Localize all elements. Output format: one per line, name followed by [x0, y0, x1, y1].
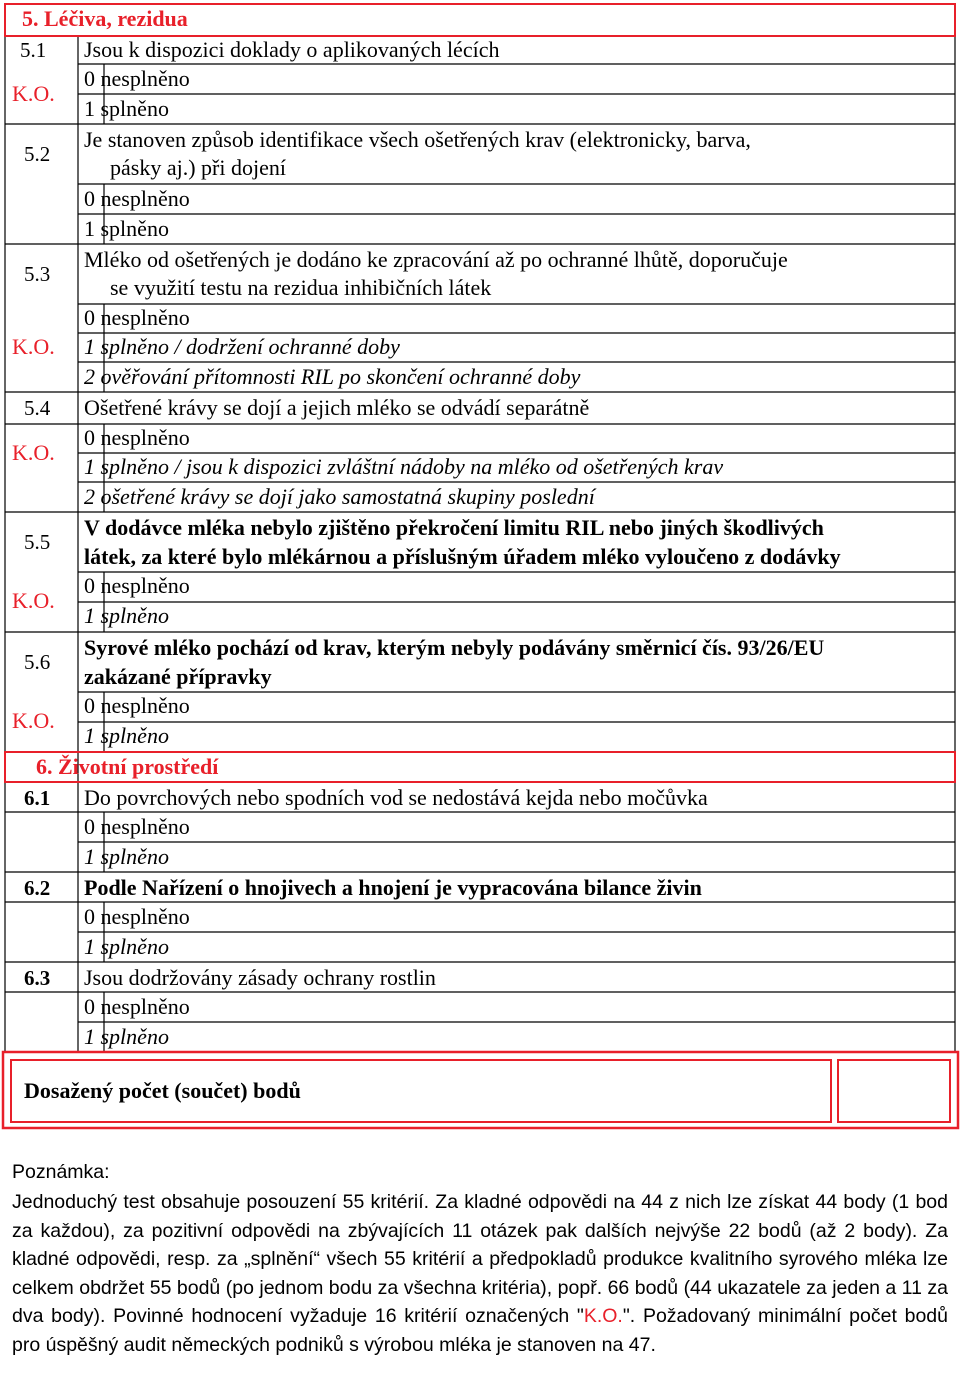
item-number: 5.2: [24, 142, 51, 166]
option-0: 0 nesplněno: [84, 814, 190, 839]
option-1: 1 splněno: [84, 216, 169, 241]
section-title-5: 5. Léčiva, rezidua: [22, 6, 188, 31]
note-paragraph: [12, 1188, 948, 1359]
item-text: V dodávce mléka nebylo zjištěno překročení limitu RIL nebo jiných škodlivých: [84, 515, 824, 540]
ko-label: K.O.: [12, 588, 55, 613]
item-text: Mléko od ošetřených je dodáno ke zpracování až po ochranné lhůtě, doporučuje: [84, 247, 788, 272]
item-number: 6.3: [24, 966, 51, 990]
item-text: zakázané přípravky: [84, 664, 272, 689]
item-number: 5.6: [24, 650, 51, 674]
item-text: Jsou dodržovány zásady ochrany rostlin: [84, 965, 436, 990]
item-text: se využití testu na rezidua inhibičních látek: [110, 275, 492, 300]
total-label: Dosažený počet (součet) bodů: [24, 1078, 301, 1103]
section-title-6: 6. Životní prostředí: [36, 754, 219, 779]
ko-label: K.O.: [12, 440, 55, 465]
item-text: látek, za které bylo mlékárnou a příslušným úřadem mléko vyloučeno z dodávky: [84, 544, 841, 569]
option-2: 2 ověřování přítomnosti RIL po skončení ochranné doby: [84, 364, 581, 389]
note-text-1: Jednoduchý test obsahuje posouzení 55 kritérií. Za kladné odpovědi na 44 z nich lze získat 44 body (1 bod za každou), za pozitivní odpovědi na zbývajících 11 otázek pak dalších nejvýše 22 bodů (až 2 body). Za kladné odpovědi, resp. za „splnění“ všech 55 kritérií a předpokladů produkce kvalitního syrového mléka lze celkem obdržet 55 bodů (po jednom bodu za všechna kritéria), popř. 66 bodů (44 ukazatele za jeden a 11 za dva body). Povinné hodnocení vyžaduje 16 kritérií označených ": [12, 1191, 948, 1327]
option-0: 0 nesplněno: [84, 693, 190, 718]
note-text-2: ". Požadovaný minimální počet bodů pro úspěšný audit německých podniků s výrobou mléka je stanoven na 47.: [12, 1305, 949, 1356]
ko-label: K.O.: [12, 334, 55, 359]
option-0: 0 nesplněno: [84, 305, 190, 330]
option-0: 0 nesplněno: [84, 425, 190, 450]
option-1: 1 splněno / jsou k dispozici zvláštní nádoby na mléko od ošetřených krav: [84, 454, 724, 479]
item-number: 5.1: [20, 38, 47, 62]
item-number: 5.5: [24, 530, 51, 554]
option-0: 0 nesplněno: [84, 573, 190, 598]
total-value-field[interactable]: [839, 1061, 949, 1121]
option-0: 0 nesplněno: [84, 186, 190, 211]
option-1: 1 splněno: [84, 1024, 169, 1049]
option-0: 0 nesplněno: [84, 994, 190, 1019]
item-text: Ošetřené krávy se dojí a jejich mléko se odvádí separátně: [84, 395, 590, 420]
option-1: 1 splněno / dodržení ochranné doby: [84, 334, 400, 359]
item-text: pásky aj.) při dojení: [110, 155, 286, 180]
item-text: Jsou k dispozici doklady o aplikovaných lécích: [84, 37, 500, 62]
option-1: 1 splněno: [84, 603, 169, 628]
item-number: 5.4: [24, 396, 51, 420]
item-number: 6.1: [24, 786, 51, 810]
option-1: 1 splněno: [84, 934, 169, 959]
item-text: Podle Nařízení o hnojivech a hnojení je vypracována bilance živin: [84, 875, 702, 900]
option-2: 2 ošetřené krávy se dojí jako samostatná skupiny poslední: [84, 484, 595, 509]
item-text: Syrové mléko pochází od krav, kterým nebyly podávány směrnicí čís. 93/26/EU: [84, 635, 825, 660]
ko-label: K.O.: [12, 81, 55, 106]
item-text: Je stanoven způsob identifikace všech ošetřených krav (elektronicky, barva,: [84, 127, 751, 152]
option-1: 1 splněno: [84, 96, 169, 121]
item-text: Do povrchových nebo spodních vod se nedostává kejda nebo močůvka: [84, 785, 708, 810]
option-1: 1 splněno: [84, 723, 169, 748]
note-heading: Poznámka:: [12, 1161, 110, 1183]
option-0: 0 nesplněno: [84, 904, 190, 929]
note-ko-label: K.O.: [583, 1305, 623, 1327]
item-number: 6.2: [24, 876, 51, 900]
item-number: 5.3: [24, 262, 51, 286]
option-1: 1 splněno: [84, 844, 169, 869]
ko-label: K.O.: [12, 708, 55, 733]
option-0: 0 nesplněno: [84, 66, 190, 91]
